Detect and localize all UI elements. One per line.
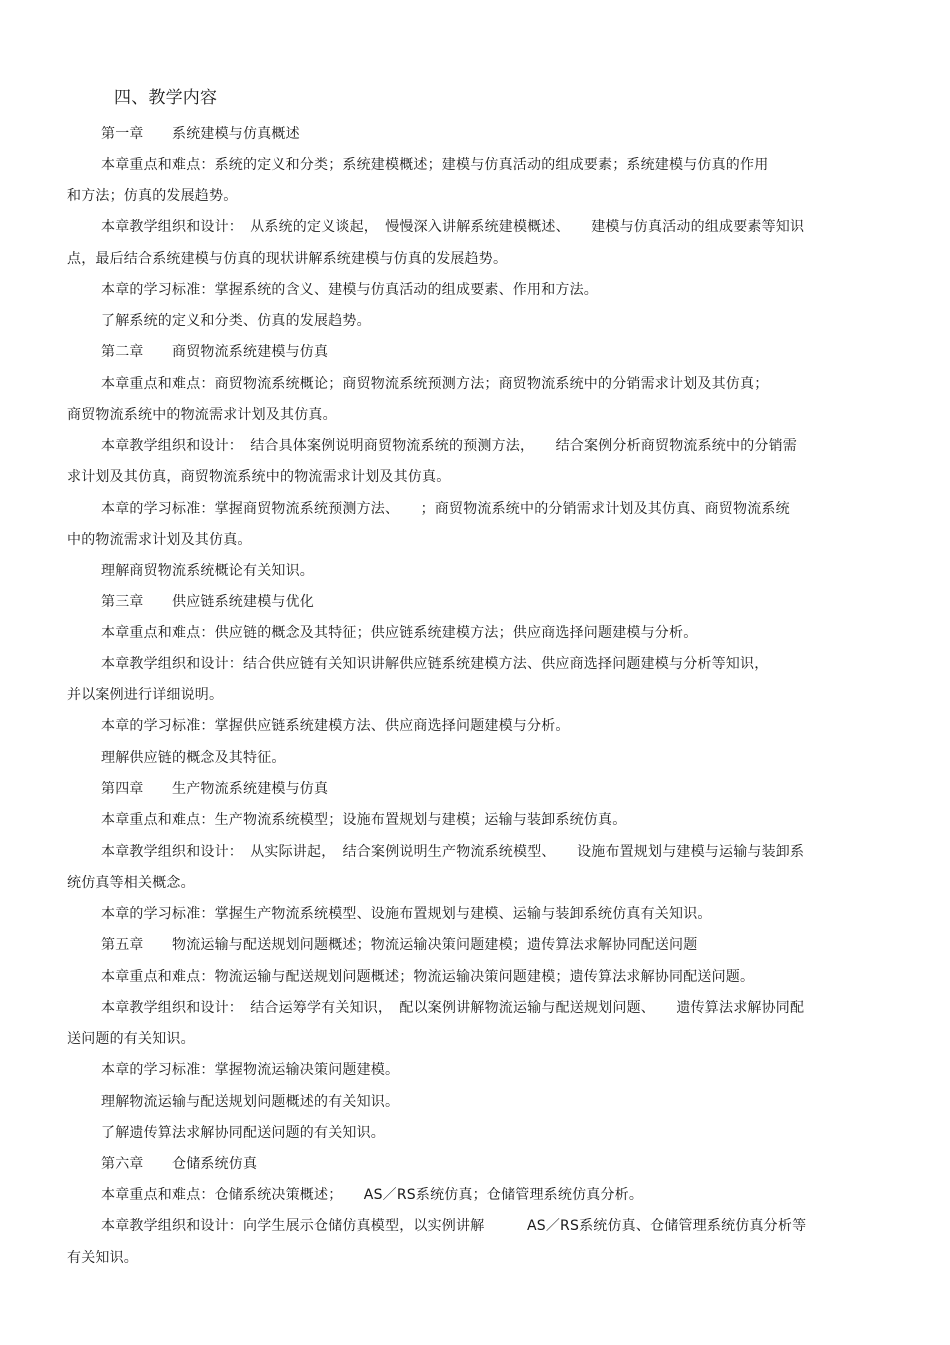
chapter-4-standard: 本章的学习标准：掌握生产物流系统模型、设施布置规划与建模、运输与装卸系统仿真有关知识。 [101,906,712,922]
chapter-4-design: 本章教学组织和设计： 从实际讲起， 结合案例说明生产物流系统模型、 设施布置规划与建模与运输与装卸系 [101,844,805,860]
chapter-4-design-cont: 统仿真等相关概念。 [67,875,195,891]
chapter-5-title: 第五章 物流运输与配送规划问题概述；物流运输决策问题建模；遗传算法求解协同配送问题 [101,937,698,953]
chapter-6-design-cont: 有关知识。 [67,1250,138,1266]
chapter-2-design: 本章教学组织和设计： 结合具体案例说明商贸物流系统的预测方法， 结合案例分析商贸物流系统中的分销需 [101,438,797,454]
chapter-5-standard: 本章的学习标准：掌握物流运输决策问题建模。 [101,1062,400,1078]
chapter-6-design: 本章教学组织和设计：向学生展示仓储仿真模型，以实例讲解 AS／RS系统仿真、仓储管理系统仿真分析等 [101,1218,807,1234]
chapter-2-title: 第二章 商贸物流系统建模与仿真 [101,344,329,360]
chapter-5-key-points: 本章重点和难点：物流运输与配送规划问题概述；物流运输决策问题建模；遗传算法求解协同配送问题。 [101,969,755,985]
chapter-2-key-points: 本章重点和难点：商贸物流系统概论；商贸物流系统预测方法；商贸物流系统中的分销需求计划及其仿真； [101,376,769,392]
chapter-6-key-points: 本章重点和难点：仓储系统决策概述； AS／RS系统仿真；仓储管理系统仿真分析。 [101,1187,644,1203]
chapter-2-standard-understand: 理解商贸物流系统概论有关知识。 [101,563,314,579]
chapter-2-standard-cont: 中的物流需求计划及其仿真。 [67,532,252,548]
chapter-1-design: 本章教学组织和设计： 从系统的定义谈起， 慢慢深入讲解系统建模概述、 建模与仿真活动的组成要素等知识 [101,219,805,235]
chapter-4-key-points: 本章重点和难点：生产物流系统模型；设施布置规划与建模；运输与装卸系统仿真。 [101,812,627,828]
chapter-5-standard-know: 了解遗传算法求解协同配送问题的有关知识。 [101,1125,385,1141]
chapter-3-design-cont: 并以案例进行详细说明。 [67,687,224,703]
chapter-1-title: 第一章 系统建模与仿真概述 [101,126,300,142]
chapter-2-standard: 本章的学习标准：掌握商贸物流系统预测方法、 ；商贸物流系统中的分销需求计划及其仿真、商贸物流系统 [101,501,790,517]
chapter-1-key-points: 本章重点和难点：系统的定义和分类；系统建模概述；建模与仿真活动的组成要素；系统建模与仿真的作用 [101,157,769,173]
chapter-5-standard-understand: 理解物流运输与配送规划问题概述的有关知识。 [101,1094,400,1110]
chapter-5-design: 本章教学组织和设计： 结合运筹学有关知识， 配以案例讲解物流运输与配送规划问题、 遗传算法求解协同配 [101,1000,805,1016]
chapter-1-design-cont: 点，最后结合系统建模与仿真的现状讲解系统建模与仿真的发展趋势。 [67,251,508,267]
chapter-1-standard: 本章的学习标准：掌握系统的含义、建模与仿真活动的组成要素、作用和方法。 [101,282,598,298]
section-heading: 四、教学内容 [114,88,218,108]
chapter-3-design: 本章教学组织和设计：结合供应链有关知识讲解供应链系统建模方法、供应商选择问题建模与分析等知识， [101,656,769,672]
chapter-6-title: 第六章 仓储系统仿真 [101,1156,258,1172]
chapter-4-title: 第四章 生产物流系统建模与仿真 [101,781,329,797]
chapter-2-key-points-cont: 商贸物流系统中的物流需求计划及其仿真。 [67,407,337,423]
chapter-3-key-points: 本章重点和难点：供应链的概念及其特征；供应链系统建模方法；供应商选择问题建模与分析。 [101,625,698,641]
chapter-3-title: 第三章 供应链系统建模与优化 [101,594,314,610]
chapter-1-key-points-cont: 和方法；仿真的发展趋势。 [67,188,238,204]
chapter-5-design-cont: 送问题的有关知识。 [67,1031,195,1047]
chapter-3-standard: 本章的学习标准：掌握供应链系统建模方法、供应商选择问题建模与分析。 [101,718,570,734]
chapter-2-design-cont: 求计划及其仿真，商贸物流系统中的物流需求计划及其仿真。 [67,469,451,485]
chapter-3-standard-understand: 理解供应链的概念及其特征。 [101,750,286,766]
chapter-1-standard-understand: 了解系统的定义和分类、仿真的发展趋势。 [101,313,371,329]
